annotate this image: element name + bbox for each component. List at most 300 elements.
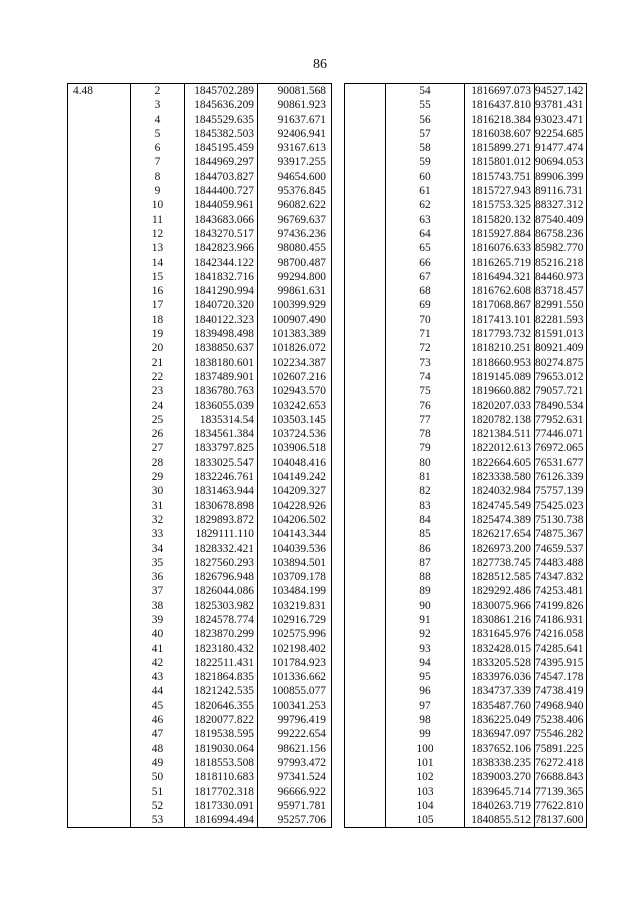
table-row [345,756,587,770]
section-cell [345,642,386,656]
table-row [68,713,332,727]
y-coordinate-cell: 96769.637 [277,213,326,226]
x-coordinate-cell: 1816437.810 [465,98,535,112]
table-row [345,213,587,227]
y-coordinate-cell: 85982.770 [535,242,584,255]
y-coordinate-cell: 103709.178 [271,571,326,584]
y-coordinate-cell: 95971.781 [277,799,326,812]
table-row [68,670,332,684]
table-row [68,456,332,470]
point-number-cell: 70 [386,313,465,327]
y-coordinate-cell: 80274.875 [535,356,584,369]
y-coordinate-cell: 103724.536 [271,428,326,441]
y-coordinate-cell: 96666.922 [277,785,326,798]
x-coordinate-cell: 1829111.110 [185,527,258,541]
table-row [68,570,332,584]
section-cell [68,499,131,513]
y-coordinate-cell: 77622.810 [535,799,584,812]
table-row [68,184,332,198]
point-number-cell: 67 [386,270,465,284]
x-coordinate-cell: 1822012.613 [465,441,535,455]
point-number-cell: 93 [386,642,465,656]
section-cell [345,427,386,441]
y-coordinate-cell: 90861.923 [277,99,326,112]
y-coordinate-cell: 74216.058 [535,628,584,641]
x-coordinate-cell: 1845636.209 [185,98,258,112]
x-coordinate-cell: 1823180.432 [185,642,258,656]
section-cell [68,441,131,455]
table-row [68,341,332,355]
x-coordinate-cell: 1835314.54 [185,413,258,427]
point-number-cell: 30 [131,484,185,498]
x-coordinate-cell: 1844400.727 [185,184,258,198]
table-row [68,627,332,641]
point-number-cell: 75 [386,384,465,398]
section-cell [345,198,386,212]
y-coordinate-cell: 92254.685 [535,127,584,140]
x-coordinate-cell: 1833025.547 [185,456,258,470]
x-coordinate-cell: 1844703.827 [185,170,258,184]
point-number-cell: 57 [386,127,465,141]
point-number-cell: 99 [386,727,465,741]
y-coordinate-cell: 101336.662 [271,671,326,684]
table-row [68,813,332,828]
point-number-cell: 58 [386,141,465,155]
y-coordinate-cell: 74738.419 [535,685,584,698]
section-cell [345,542,386,556]
y-coordinate-cell: 82281.593 [535,313,584,326]
table-row [345,98,587,112]
section-cell [345,513,386,527]
x-coordinate-cell: 1843683.066 [185,213,258,227]
section-cell [345,356,386,370]
table-row [345,456,587,470]
table-row [68,313,332,327]
table-row [68,384,332,398]
point-number-cell: 10 [131,198,185,212]
table-row [345,584,587,598]
y-coordinate-cell: 103242.653 [271,399,326,412]
y-coordinate-cell: 76972.065 [535,442,584,455]
y-coordinate-cell: 95376.845 [277,185,326,198]
section-cell [68,127,131,141]
section-cell [68,799,131,813]
point-number-cell: 39 [131,613,185,627]
x-coordinate-cell: 1815820.132 [465,213,535,227]
y-coordinate-cell: 99796.419 [277,714,326,727]
point-number-cell: 64 [386,227,465,241]
section-cell [345,155,386,169]
x-coordinate-cell: 1818660.953 [465,356,535,370]
y-coordinate-cell: 76688.843 [535,771,584,784]
point-number-cell: 22 [131,370,185,384]
table-row [345,785,587,799]
y-coordinate-cell: 94527.142 [535,85,584,97]
x-coordinate-cell: 1821384.511 [465,427,535,441]
table-row [68,284,332,298]
point-number-cell: 24 [131,399,185,413]
y-coordinate-cell: 75757.139 [535,485,584,498]
point-number-cell: 88 [386,570,465,584]
table-row [68,770,332,784]
y-coordinate-cell: 75546.282 [535,728,584,741]
section-cell [68,213,131,227]
y-coordinate-cell: 88327.312 [535,199,584,212]
table-row [345,270,587,284]
x-coordinate-cell: 1828332.421 [185,542,258,556]
table-row [345,627,587,641]
point-number-cell: 9 [131,184,185,198]
y-coordinate-cell: 86758.236 [535,227,584,240]
point-number-cell: 91 [386,613,465,627]
point-number-cell: 35 [131,556,185,570]
table-row [345,513,587,527]
point-number-cell: 101 [386,756,465,770]
y-coordinate-cell: 89906.399 [535,170,584,183]
point-number-cell: 96 [386,684,465,698]
y-coordinate-cell: 94654.600 [277,170,326,183]
x-coordinate-cell: 1815927.884 [465,227,535,241]
section-cell [68,742,131,756]
x-coordinate-cell: 1817793.732 [465,327,535,341]
x-coordinate-cell: 1830678.898 [185,499,258,513]
y-coordinate-cell: 91637.671 [277,113,326,126]
y-coordinate-cell: 95257.706 [277,814,326,827]
table-row [345,813,587,828]
table-row [345,113,587,127]
point-number-cell: 47 [131,727,185,741]
y-coordinate-cell: 104228.926 [271,499,326,512]
point-number-cell: 36 [131,570,185,584]
section-cell [345,770,386,784]
table-row [68,527,332,541]
y-coordinate-cell: 74253.481 [535,585,584,598]
section-cell [345,499,386,513]
table-row [68,98,332,112]
point-number-cell: 84 [386,513,465,527]
section-cell [68,184,131,198]
section-cell [345,284,386,298]
section-cell [68,170,131,184]
point-number-cell: 25 [131,413,185,427]
coordinates-table-left [67,83,332,828]
section-cell [68,470,131,484]
x-coordinate-cell: 1821242.535 [185,684,258,698]
point-number-cell: 51 [131,785,185,799]
section-cell [68,399,131,413]
section-cell [345,298,386,312]
y-coordinate-cell: 76531.677 [535,456,584,469]
section-cell [68,570,131,584]
table-row [345,84,587,99]
point-number-cell: 48 [131,742,185,756]
y-coordinate-cell: 102916.729 [271,613,326,626]
x-coordinate-cell: 1843270.517 [185,227,258,241]
y-coordinate-cell: 99294.800 [277,270,326,283]
section-cell [345,613,386,627]
x-coordinate-cell: 1830075.966 [465,599,535,613]
point-number-cell: 32 [131,513,185,527]
x-coordinate-cell: 1816265.719 [465,256,535,270]
point-number-cell: 33 [131,527,185,541]
x-coordinate-cell: 1836780.763 [185,384,258,398]
x-coordinate-cell: 1832246.761 [185,470,258,484]
section-cell [68,756,131,770]
section-cell [345,270,386,284]
x-coordinate-cell: 1840263.719 [465,799,535,813]
section-cell [68,656,131,670]
point-number-cell: 43 [131,670,185,684]
y-coordinate-cell: 91477.474 [535,142,584,155]
section-cell [345,570,386,584]
x-coordinate-cell: 1817702.318 [185,785,258,799]
point-number-cell: 44 [131,684,185,698]
x-coordinate-cell: 1839498.498 [185,327,258,341]
point-number-cell: 8 [131,170,185,184]
section-cell [345,456,386,470]
y-coordinate-cell: 100855.077 [271,685,326,698]
table-row [68,656,332,670]
point-number-cell: 73 [386,356,465,370]
x-coordinate-cell: 1828512.585 [465,570,535,584]
table-row [345,399,587,413]
x-coordinate-cell: 1840720.320 [185,298,258,312]
section-cell [345,484,386,498]
section-cell [345,813,386,828]
y-coordinate-cell: 97341.524 [277,771,326,784]
table-row [345,770,587,784]
x-coordinate-cell: 1845195.459 [185,141,258,155]
table-row [345,542,587,556]
x-coordinate-cell: 1815899.271 [465,141,535,155]
y-coordinate-cell: 75130.738 [535,513,584,526]
table-row [68,298,332,312]
x-coordinate-cell: 1831463.944 [185,484,258,498]
y-coordinate-cell: 92406.941 [277,127,326,140]
section-cell [68,613,131,627]
x-coordinate-cell: 1841832.716 [185,270,258,284]
x-coordinate-cell: 1816038.607 [465,127,535,141]
x-coordinate-cell: 1829292.486 [465,584,535,598]
point-number-cell: 59 [386,155,465,169]
table-row [345,556,587,570]
section-cell [68,584,131,598]
table-row [68,742,332,756]
table-row [345,327,587,341]
table-row [345,370,587,384]
point-number-cell: 11 [131,213,185,227]
section-cell [345,656,386,670]
table-row [68,399,332,413]
section-cell [345,441,386,455]
table-row [345,684,587,698]
point-number-cell: 21 [131,356,185,370]
y-coordinate-cell: 99222.654 [277,728,326,741]
x-coordinate-cell: 1837652.106 [465,742,535,756]
table-row [345,241,587,255]
x-coordinate-cell: 1818210.251 [465,341,535,355]
x-coordinate-cell: 1844059.961 [185,198,258,212]
x-coordinate-cell: 1826796.948 [185,570,258,584]
point-number-cell: 7 [131,155,185,169]
y-coordinate-cell: 75238.406 [535,714,584,727]
section-cell [68,484,131,498]
table-row [345,441,587,455]
section-cell [68,527,131,541]
section-cell [345,670,386,684]
y-coordinate-cell: 81591.013 [535,328,584,341]
point-number-cell: 87 [386,556,465,570]
x-coordinate-cell: 1833976.036 [465,670,535,684]
y-coordinate-cell: 85216.218 [535,256,584,269]
point-number-cell: 12 [131,227,185,241]
table-row [68,484,332,498]
y-coordinate-cell: 75891.225 [535,742,584,755]
y-coordinate-cell: 98621.156 [277,742,326,755]
x-coordinate-cell: 1838180.601 [185,356,258,370]
x-coordinate-cell: 1835487.760 [465,699,535,713]
x-coordinate-cell: 1821864.835 [185,670,258,684]
section-cell [345,413,386,427]
x-coordinate-cell: 1833205.528 [465,656,535,670]
x-coordinate-cell: 1841290.994 [185,284,258,298]
table-row [345,742,587,756]
point-number-cell: 20 [131,341,185,355]
section-cell [345,141,386,155]
table-row [68,113,332,127]
x-coordinate-cell: 1816494.321 [465,270,535,284]
table-row [68,642,332,656]
section-cell [68,813,131,828]
section-cell [345,170,386,184]
x-coordinate-cell: 1827738.745 [465,556,535,570]
point-number-cell: 3 [131,98,185,112]
point-number-cell: 79 [386,441,465,455]
x-coordinate-cell: 1815727.943 [465,184,535,198]
section-cell [345,213,386,227]
coordinates-table-left-body [68,84,332,828]
point-number-cell: 63 [386,213,465,227]
section-cell [68,298,131,312]
y-coordinate-cell: 100341.253 [271,699,326,712]
section-cell [345,627,386,641]
x-coordinate-cell: 1840855.512 [465,813,535,828]
table-row [345,670,587,684]
y-coordinate-cell: 98080.455 [277,242,326,255]
point-number-cell: 29 [131,470,185,484]
y-coordinate-cell: 103484.199 [271,585,326,598]
y-coordinate-cell: 82991.550 [535,299,584,312]
y-coordinate-cell: 87540.409 [535,213,584,226]
point-number-cell: 55 [386,98,465,112]
y-coordinate-cell: 97436.236 [277,227,326,240]
table-row [345,341,587,355]
section-cell [68,113,131,127]
section-cell [68,513,131,527]
section-cell [345,241,386,255]
table-row [345,141,587,155]
point-number-cell: 82 [386,484,465,498]
x-coordinate-cell: 1815743.751 [465,170,535,184]
point-number-cell: 105 [386,813,465,828]
point-number-cell: 81 [386,470,465,484]
point-number-cell: 71 [386,327,465,341]
y-coordinate-cell: 99861.631 [277,285,326,298]
y-coordinate-cell: 96082.622 [277,199,326,212]
y-coordinate-cell: 74186.931 [535,613,584,626]
y-coordinate-cell: 101383.389 [271,328,326,341]
y-coordinate-cell: 76126.339 [535,471,584,484]
y-coordinate-cell: 103219.831 [271,599,326,612]
y-coordinate-cell: 93023.471 [535,113,584,126]
y-coordinate-cell: 74547.178 [535,671,584,684]
point-number-cell: 4 [131,113,185,127]
x-coordinate-cell: 1822511.431 [185,656,258,670]
table-row [345,313,587,327]
x-coordinate-cell: 1819145.089 [465,370,535,384]
point-number-cell: 46 [131,713,185,727]
y-coordinate-cell: 83718.457 [535,285,584,298]
x-coordinate-cell: 1825474.389 [465,513,535,527]
coordinates-table-right-body [345,84,587,828]
table-row [345,527,587,541]
section-cell [345,799,386,813]
point-number-cell: 76 [386,399,465,413]
section-cell [68,599,131,613]
point-number-cell: 28 [131,456,185,470]
table-row [345,642,587,656]
section-cell [68,785,131,799]
point-number-cell: 86 [386,542,465,556]
section-cell [68,284,131,298]
y-coordinate-cell: 102607.216 [271,370,326,383]
section-cell [68,356,131,370]
y-coordinate-cell: 104149.242 [271,471,326,484]
table-row [68,84,332,99]
table-row [68,413,332,427]
x-coordinate-cell: 1816994.494 [185,813,258,828]
x-coordinate-cell: 1837489.901 [185,370,258,384]
table-row [345,284,587,298]
table-row [68,499,332,513]
section-cell [345,227,386,241]
table-row [68,542,332,556]
section-cell [345,684,386,698]
x-coordinate-cell: 1838850.637 [185,341,258,355]
table-row [345,470,587,484]
point-number-cell: 49 [131,756,185,770]
point-number-cell: 60 [386,170,465,184]
section-cell [68,699,131,713]
point-number-cell: 2 [131,84,185,99]
table-row [68,785,332,799]
point-number-cell: 100 [386,742,465,756]
point-number-cell: 104 [386,799,465,813]
point-number-cell: 92 [386,627,465,641]
x-coordinate-cell: 1845382.503 [185,127,258,141]
section-cell [345,127,386,141]
table-row [68,256,332,270]
section-cell [345,84,386,99]
section-cell [68,141,131,155]
x-coordinate-cell: 1816762.608 [465,284,535,298]
point-number-cell: 34 [131,542,185,556]
y-coordinate-cell: 90694.053 [535,156,584,169]
y-coordinate-cell: 102575.996 [271,628,326,641]
section-cell [345,327,386,341]
table-row [68,556,332,570]
section-cell [68,313,131,327]
